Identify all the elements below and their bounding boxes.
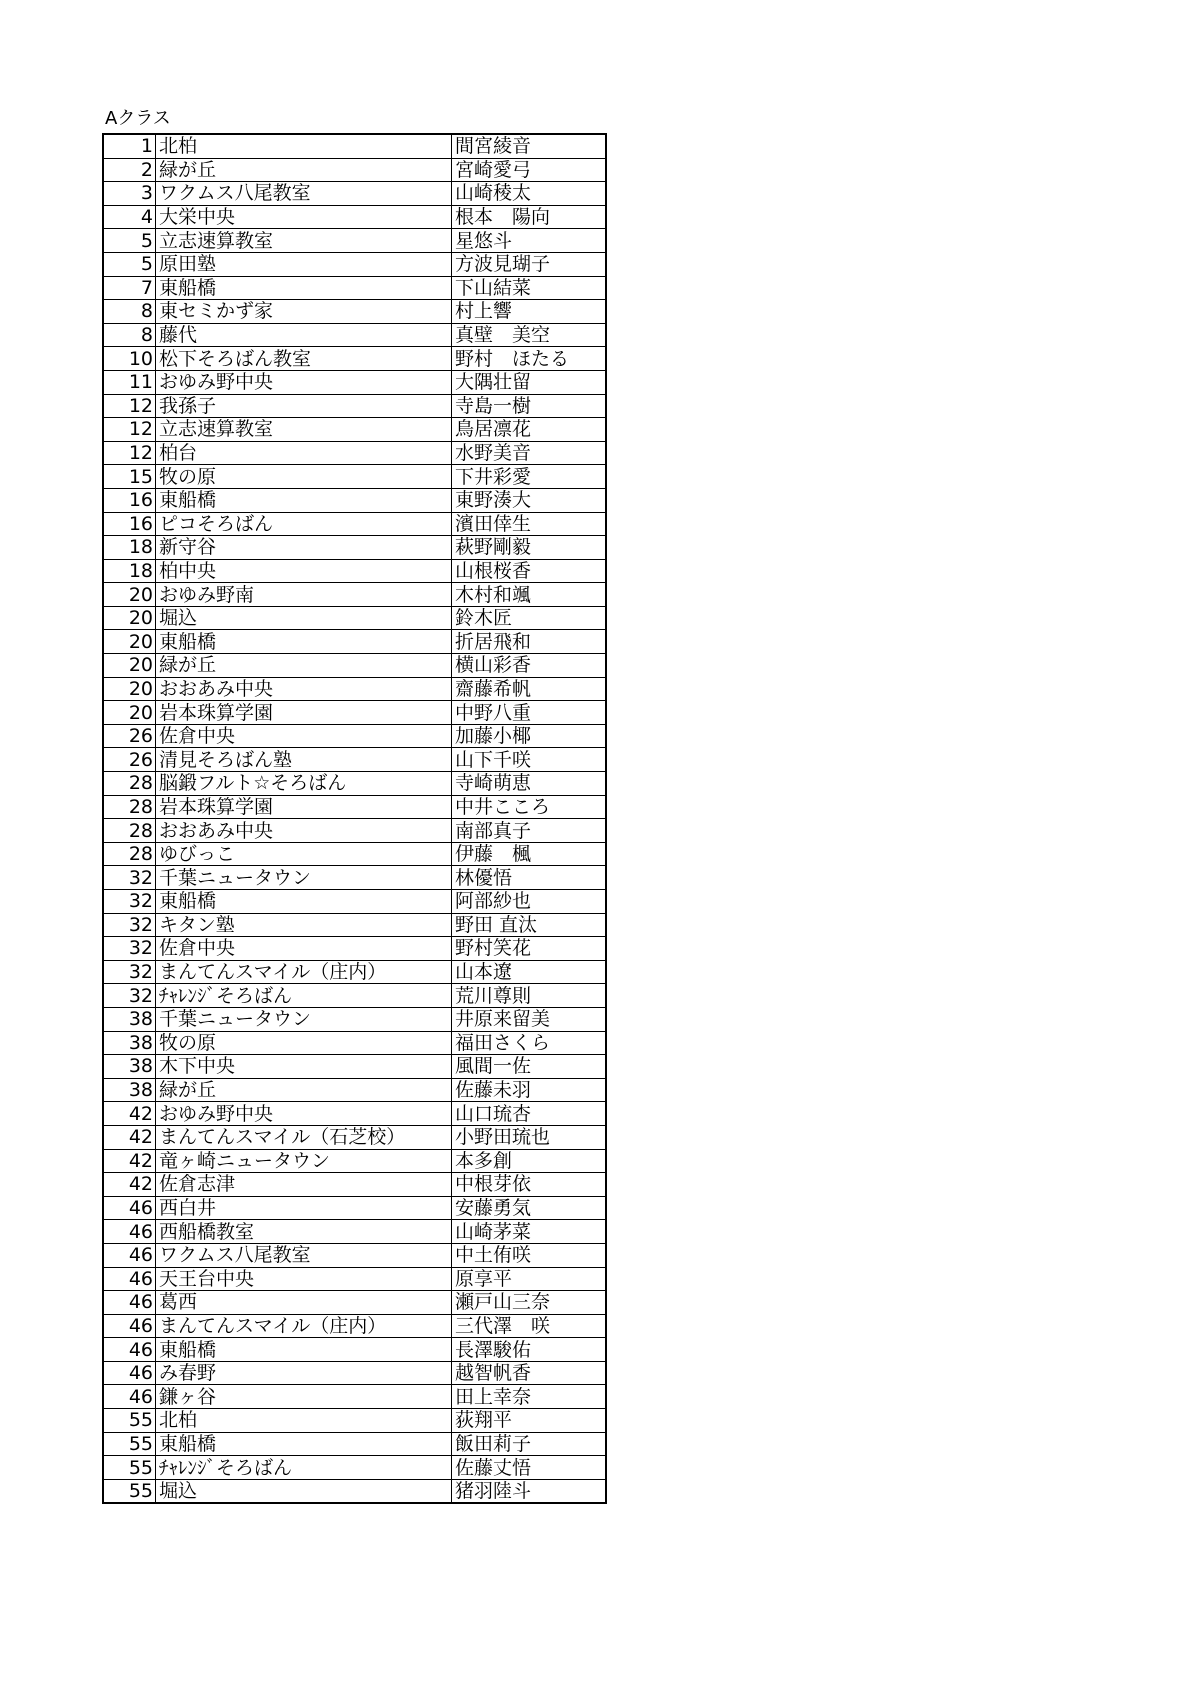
name-cell: 加藤小椰 <box>452 724 607 748</box>
table-row <box>103 1243 606 1267</box>
name-cell: 真壁 美空 <box>452 323 607 347</box>
name-cell: 越智帆香 <box>452 1361 607 1385</box>
school-cell: おゆみ野南 <box>156 583 452 607</box>
rank-cell: 8 <box>103 323 156 347</box>
rank-cell: 20 <box>103 583 156 607</box>
table-row <box>103 536 606 560</box>
table-row <box>103 276 606 300</box>
name-cell: 南部真子 <box>452 819 607 843</box>
name-cell: 宮崎愛弓 <box>452 158 607 182</box>
name-cell: 方波見瑚子 <box>452 252 607 276</box>
table-row <box>103 465 606 489</box>
name-cell: 中根芽依 <box>452 1173 607 1197</box>
table-row <box>103 1456 606 1480</box>
rank-cell: 28 <box>103 772 156 796</box>
rank-cell: 55 <box>103 1432 156 1456</box>
rank-cell: 32 <box>103 890 156 914</box>
rank-cell: 46 <box>103 1267 156 1291</box>
rank-cell: 28 <box>103 795 156 819</box>
table-row <box>103 842 606 866</box>
name-cell: 濱田倖生 <box>452 512 607 536</box>
rank-cell: 16 <box>103 488 156 512</box>
school-cell: 佐倉中央 <box>156 937 452 961</box>
rank-cell: 46 <box>103 1385 156 1409</box>
school-cell: 西船橋教室 <box>156 1220 452 1244</box>
rank-cell: 46 <box>103 1338 156 1362</box>
rank-cell: 46 <box>103 1361 156 1385</box>
rank-cell: 4 <box>103 205 156 229</box>
school-cell: 立志速算教室 <box>156 229 452 253</box>
name-cell: 寺崎萌恵 <box>452 772 607 796</box>
school-cell: おおあみ中央 <box>156 677 452 701</box>
rank-cell: 28 <box>103 819 156 843</box>
name-cell: 横山彩香 <box>452 654 607 678</box>
name-cell: 飯田莉子 <box>452 1432 607 1456</box>
rank-cell: 12 <box>103 418 156 442</box>
table-row <box>103 1361 606 1385</box>
school-cell: 佐倉志津 <box>156 1173 452 1197</box>
table-row <box>103 512 606 536</box>
table-row <box>103 418 606 442</box>
school-cell: ゆびっこ <box>156 842 452 866</box>
page-title: Aクラス <box>105 108 171 129</box>
school-cell: 牧の原 <box>156 1031 452 1055</box>
school-cell: まんてんスマイル（石芝校） <box>156 1125 452 1149</box>
school-cell: 柏中央 <box>156 559 452 583</box>
name-cell: 根本 陽向 <box>452 205 607 229</box>
name-cell: 佐藤未羽 <box>452 1078 607 1102</box>
rank-cell: 46 <box>103 1314 156 1338</box>
table-row <box>103 1196 606 1220</box>
rank-cell: 32 <box>103 937 156 961</box>
table-row <box>103 960 606 984</box>
name-cell: 山本遼 <box>452 960 607 984</box>
table-row <box>103 1149 606 1173</box>
school-cell: 東セミかず家 <box>156 300 452 324</box>
table-row <box>103 1031 606 1055</box>
table-row <box>103 724 606 748</box>
school-cell: 藤代 <box>156 323 452 347</box>
results-table-body <box>103 134 606 1503</box>
school-cell: 竜ヶ崎ニュータウン <box>156 1149 452 1173</box>
school-cell: ピコそろばん <box>156 512 452 536</box>
name-cell: 齋藤希帆 <box>452 677 607 701</box>
table-row <box>103 819 606 843</box>
name-cell: 瀬戸山三奈 <box>452 1291 607 1315</box>
rank-cell: 20 <box>103 630 156 654</box>
name-cell: 三代澤 咲 <box>452 1314 607 1338</box>
rank-cell: 46 <box>103 1243 156 1267</box>
name-cell: 山根桜香 <box>452 559 607 583</box>
rank-cell: 20 <box>103 677 156 701</box>
name-cell: 木村和颯 <box>452 583 607 607</box>
rank-cell: 42 <box>103 1102 156 1126</box>
name-cell: 野田 直汰 <box>452 913 607 937</box>
table-row <box>103 394 606 418</box>
rank-cell: 1 <box>103 134 156 158</box>
name-cell: 水野美音 <box>452 441 607 465</box>
table-row <box>103 890 606 914</box>
name-cell: 萩野剛毅 <box>452 536 607 560</box>
table-row <box>103 441 606 465</box>
table-row <box>103 182 606 206</box>
table-row <box>103 1220 606 1244</box>
table-row <box>103 583 606 607</box>
school-cell: 鎌ヶ谷 <box>156 1385 452 1409</box>
rank-cell: 2 <box>103 158 156 182</box>
name-cell: 中井こころ <box>452 795 607 819</box>
table-row <box>103 300 606 324</box>
rank-cell: 55 <box>103 1479 156 1503</box>
name-cell: 山崎茅菜 <box>452 1220 607 1244</box>
school-cell: 緑が丘 <box>156 1078 452 1102</box>
name-cell: 本多創 <box>452 1149 607 1173</box>
school-cell: 立志速算教室 <box>156 418 452 442</box>
school-cell: 東船橋 <box>156 488 452 512</box>
school-cell: 岩本珠算学園 <box>156 701 452 725</box>
rank-cell: 55 <box>103 1456 156 1480</box>
table-row <box>103 795 606 819</box>
name-cell: 小野田琉也 <box>452 1125 607 1149</box>
name-cell: 中野八重 <box>452 701 607 725</box>
school-cell: 牧の原 <box>156 465 452 489</box>
rank-cell: 16 <box>103 512 156 536</box>
table-row <box>103 1102 606 1126</box>
table-row <box>103 866 606 890</box>
school-cell: 東船橋 <box>156 1432 452 1456</box>
school-cell: ワクムス八尾教室 <box>156 1243 452 1267</box>
rank-cell: 3 <box>103 182 156 206</box>
rank-cell: 46 <box>103 1291 156 1315</box>
rank-cell: 20 <box>103 654 156 678</box>
rank-cell: 38 <box>103 1031 156 1055</box>
rank-cell: 20 <box>103 701 156 725</box>
rank-cell: 42 <box>103 1173 156 1197</box>
rank-cell: 38 <box>103 1078 156 1102</box>
school-cell: 堀込 <box>156 1479 452 1503</box>
rank-cell: 15 <box>103 465 156 489</box>
school-cell: ﾁｬﾚﾝｼﾞそろばん <box>156 1456 452 1480</box>
school-cell: 清見そろばん塾 <box>156 748 452 772</box>
table-row <box>103 488 606 512</box>
school-cell: 北柏 <box>156 134 452 158</box>
table-row <box>103 1125 606 1149</box>
table-row <box>103 1173 606 1197</box>
name-cell: 下井彩愛 <box>452 465 607 489</box>
table-row <box>103 1409 606 1433</box>
school-cell: 天王台中央 <box>156 1267 452 1291</box>
table-row <box>103 1078 606 1102</box>
school-cell: 東船橋 <box>156 276 452 300</box>
school-cell: おおあみ中央 <box>156 819 452 843</box>
table-row <box>103 1291 606 1315</box>
name-cell: 山口琉杏 <box>452 1102 607 1126</box>
school-cell: 脳鍛フルト☆そろばん <box>156 772 452 796</box>
name-cell: 安藤勇気 <box>452 1196 607 1220</box>
table-row <box>103 1055 606 1079</box>
school-cell: 千葉ニュータウン <box>156 1007 452 1031</box>
name-cell: 折居飛和 <box>452 630 607 654</box>
name-cell: 大隅壮留 <box>452 370 607 394</box>
school-cell: 岩本珠算学園 <box>156 795 452 819</box>
name-cell: 猪羽陸斗 <box>452 1479 607 1503</box>
name-cell: 寺島一樹 <box>452 394 607 418</box>
name-cell: 野村 ほたる <box>452 347 607 371</box>
school-cell: 堀込 <box>156 606 452 630</box>
table-row <box>103 630 606 654</box>
rank-cell: 38 <box>103 1055 156 1079</box>
school-cell: おゆみ野中央 <box>156 370 452 394</box>
rank-cell: 12 <box>103 394 156 418</box>
rank-cell: 42 <box>103 1125 156 1149</box>
school-cell: 東船橋 <box>156 630 452 654</box>
school-cell: 東船橋 <box>156 1338 452 1362</box>
school-cell: キタン塾 <box>156 913 452 937</box>
rank-cell: 8 <box>103 300 156 324</box>
rank-cell: 20 <box>103 606 156 630</box>
school-cell: ﾁｬﾚﾝｼﾞそろばん <box>156 984 452 1008</box>
school-cell: み春野 <box>156 1361 452 1385</box>
table-row <box>103 559 606 583</box>
rank-cell: 46 <box>103 1196 156 1220</box>
name-cell: 中土侑咲 <box>452 1243 607 1267</box>
table-row <box>103 701 606 725</box>
table-row <box>103 1338 606 1362</box>
school-cell: 東船橋 <box>156 890 452 914</box>
school-cell: 緑が丘 <box>156 654 452 678</box>
rank-cell: 11 <box>103 370 156 394</box>
table-row <box>103 913 606 937</box>
name-cell: 村上響 <box>452 300 607 324</box>
name-cell: 田上幸奈 <box>452 1385 607 1409</box>
name-cell: 伊藤 楓 <box>452 842 607 866</box>
table-row <box>103 984 606 1008</box>
rank-cell: 18 <box>103 559 156 583</box>
table-row <box>103 1432 606 1456</box>
rank-cell: 55 <box>103 1409 156 1433</box>
table-row <box>103 748 606 772</box>
rank-cell: 26 <box>103 748 156 772</box>
table-row <box>103 654 606 678</box>
results-table <box>102 133 607 1504</box>
name-cell: 星悠斗 <box>452 229 607 253</box>
name-cell: 荒川尊則 <box>452 984 607 1008</box>
rank-cell: 32 <box>103 913 156 937</box>
school-cell: 北柏 <box>156 1409 452 1433</box>
rank-cell: 28 <box>103 842 156 866</box>
school-cell: おゆみ野中央 <box>156 1102 452 1126</box>
table-row <box>103 1479 606 1503</box>
table-row <box>103 158 606 182</box>
rank-cell: 46 <box>103 1220 156 1244</box>
table-row <box>103 606 606 630</box>
name-cell: 荻翔平 <box>452 1409 607 1433</box>
rank-cell: 12 <box>103 441 156 465</box>
school-cell: 佐倉中央 <box>156 724 452 748</box>
rank-cell: 7 <box>103 276 156 300</box>
school-cell: 松下そろばん教室 <box>156 347 452 371</box>
table-row <box>103 937 606 961</box>
rank-cell: 32 <box>103 984 156 1008</box>
table-row <box>103 347 606 371</box>
name-cell: 野村笑花 <box>452 937 607 961</box>
name-cell: 東野湊大 <box>452 488 607 512</box>
school-cell: 新守谷 <box>156 536 452 560</box>
school-cell: 西白井 <box>156 1196 452 1220</box>
name-cell: 阿部紗也 <box>452 890 607 914</box>
school-cell: 木下中央 <box>156 1055 452 1079</box>
rank-cell: 26 <box>103 724 156 748</box>
name-cell: 井原来留美 <box>452 1007 607 1031</box>
table-row <box>103 772 606 796</box>
school-cell: 千葉ニュータウン <box>156 866 452 890</box>
school-cell: 我孫子 <box>156 394 452 418</box>
school-cell: 葛西 <box>156 1291 452 1315</box>
school-cell: まんてんスマイル（庄内） <box>156 1314 452 1338</box>
school-cell: 柏台 <box>156 441 452 465</box>
table-row <box>103 677 606 701</box>
table-row <box>103 1267 606 1291</box>
name-cell: 鈴木匠 <box>452 606 607 630</box>
school-cell: ワクムス八尾教室 <box>156 182 452 206</box>
rank-cell: 32 <box>103 960 156 984</box>
school-cell: まんてんスマイル（庄内） <box>156 960 452 984</box>
name-cell: 林優悟 <box>452 866 607 890</box>
name-cell: 下山結菜 <box>452 276 607 300</box>
name-cell: 山下千咲 <box>452 748 607 772</box>
table-row <box>103 134 606 158</box>
table-row <box>103 1385 606 1409</box>
name-cell: 間宮綾音 <box>452 134 607 158</box>
rank-cell: 18 <box>103 536 156 560</box>
table-row <box>103 252 606 276</box>
table-row <box>103 229 606 253</box>
rank-cell: 42 <box>103 1149 156 1173</box>
rank-cell: 32 <box>103 866 156 890</box>
rank-cell: 5 <box>103 229 156 253</box>
table-row <box>103 1007 606 1031</box>
table-row <box>103 370 606 394</box>
name-cell: 山崎稜太 <box>452 182 607 206</box>
school-cell: 原田塾 <box>156 252 452 276</box>
rank-cell: 38 <box>103 1007 156 1031</box>
school-cell: 緑が丘 <box>156 158 452 182</box>
table-row <box>103 323 606 347</box>
rank-cell: 5 <box>103 252 156 276</box>
rank-cell: 10 <box>103 347 156 371</box>
name-cell: 原享平 <box>452 1267 607 1291</box>
name-cell: 佐藤丈悟 <box>452 1456 607 1480</box>
table-row <box>103 205 606 229</box>
name-cell: 福田さくら <box>452 1031 607 1055</box>
name-cell: 風間一佐 <box>452 1055 607 1079</box>
name-cell: 長澤駿佑 <box>452 1338 607 1362</box>
table-row <box>103 1314 606 1338</box>
name-cell: 鳥居凛花 <box>452 418 607 442</box>
school-cell: 大栄中央 <box>156 205 452 229</box>
